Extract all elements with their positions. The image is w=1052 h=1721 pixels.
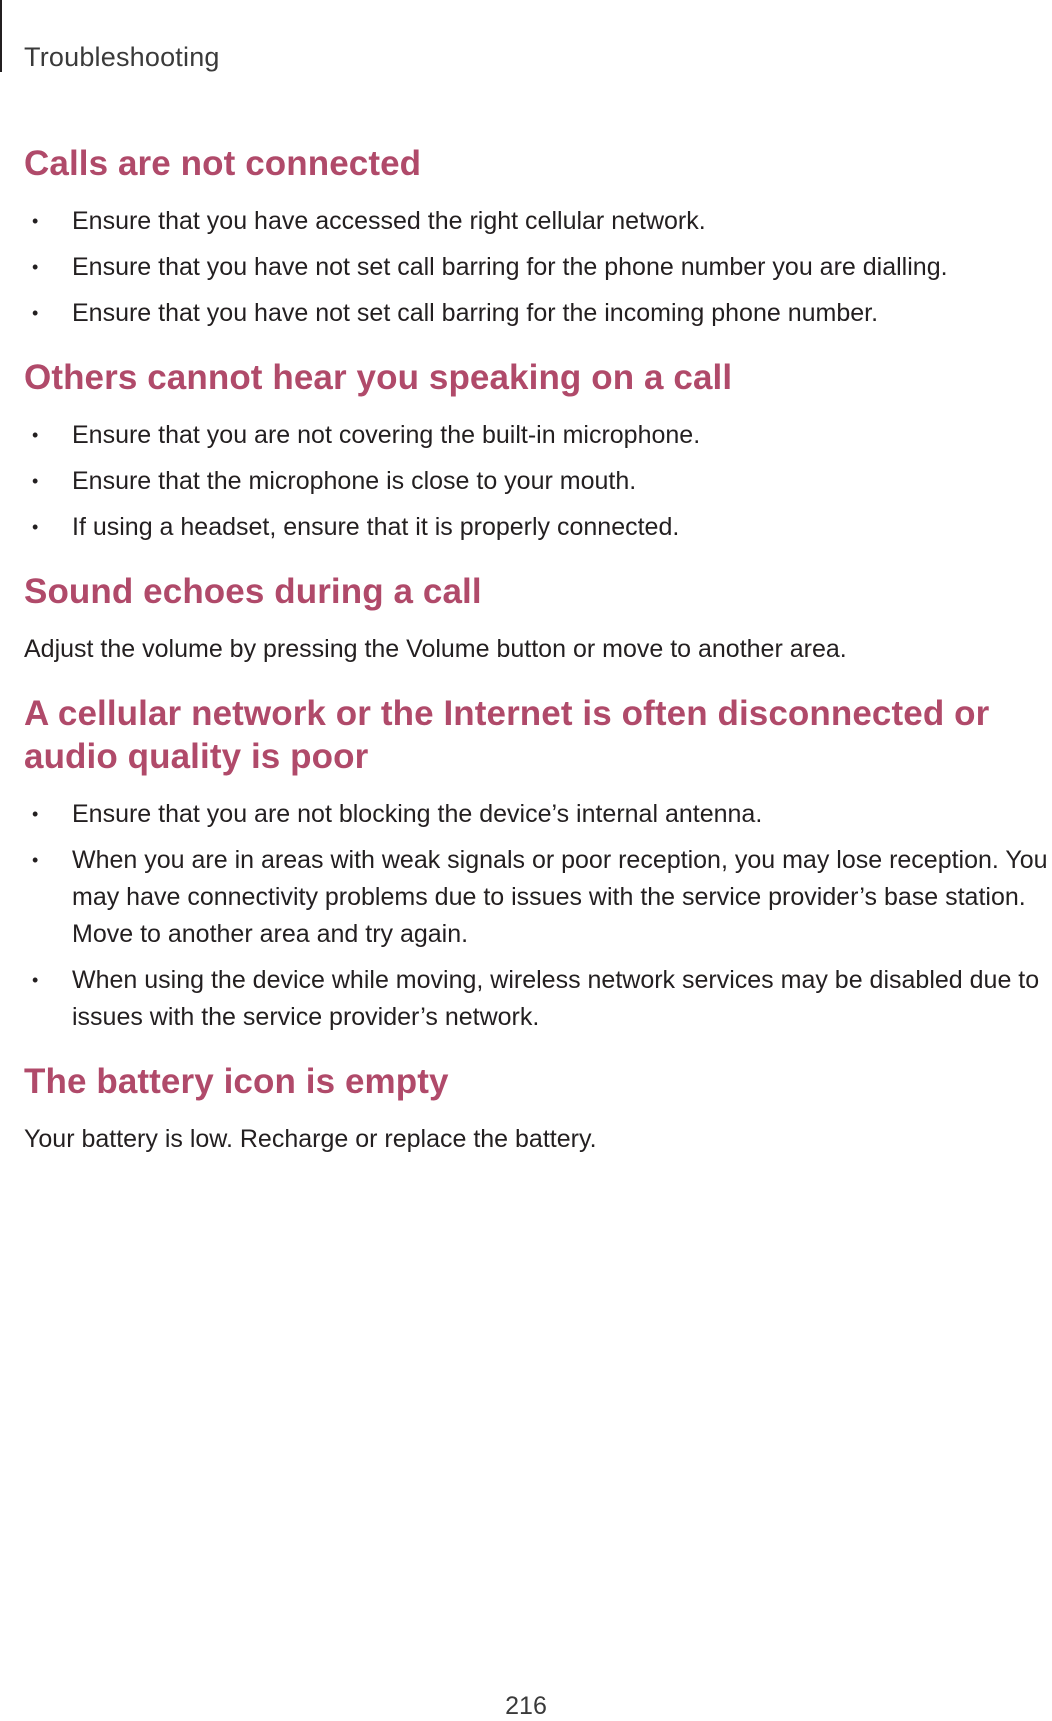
list-item	[24, 962, 1052, 1036]
bullet-icon: •	[32, 850, 39, 870]
section-title: Calls are not connected	[24, 144, 422, 183]
list-item-text: If using a headset, ensure that it is properly connected.	[72, 513, 680, 541]
bullet-icon: •	[32, 970, 39, 990]
bullet-icon: •	[32, 425, 39, 445]
list-item	[24, 249, 1052, 286]
list-item-text: When you are in areas with weak signals or poor reception, you may lose reception. You may have connectivity problems due to issues with the service provider’s base station. Move to another area and try again.	[72, 846, 1048, 948]
bullet-list	[24, 417, 1052, 546]
section-others-cannot-hear	[24, 356, 1052, 546]
bullet-list	[24, 203, 1052, 332]
list-item	[24, 203, 1052, 240]
section-title: Sound echoes during a call	[24, 572, 482, 611]
bullet-icon: •	[32, 257, 39, 277]
document-body	[24, 142, 1052, 1182]
list-item	[24, 796, 1052, 833]
list-item-text: Ensure that you have not set call barring for the incoming phone number.	[72, 299, 879, 327]
running-header: Troubleshooting	[24, 42, 220, 72]
list-item-text: Ensure that you have not set call barring for the phone number you are dialling.	[72, 253, 948, 281]
section-calls-not-connected	[24, 142, 1052, 332]
bullet-icon: •	[32, 804, 39, 824]
section-paragraph: Adjust the volume by pressing the Volume button or move to another area.	[24, 635, 847, 663]
section-network-disconnected	[24, 692, 1052, 1036]
page-number: 216	[505, 1692, 547, 1720]
section-title: A cellular network or the Internet is often disconnected or audio quality is poor	[24, 694, 990, 776]
bullet-icon: •	[32, 303, 39, 323]
bullet-icon: •	[32, 517, 39, 537]
list-item-text: Ensure that you are not blocking the device’s internal antenna.	[72, 800, 763, 828]
list-item-text: When using the device while moving, wireless network services may be disabled due to issues with the service provider’s network.	[72, 966, 1040, 1031]
list-item	[24, 463, 1052, 500]
list-item	[24, 295, 1052, 332]
section-sound-echoes	[24, 570, 1052, 668]
section-title: Others cannot hear you speaking on a call	[24, 358, 733, 397]
list-item-text: Ensure that the microphone is close to your mouth.	[72, 467, 637, 495]
list-item-text: Ensure that you are not covering the built-in microphone.	[72, 421, 701, 449]
bullet-icon: •	[32, 211, 39, 231]
list-item-text: Ensure that you have accessed the right cellular network.	[72, 207, 706, 235]
list-item	[24, 842, 1052, 953]
bullet-list	[24, 796, 1052, 1036]
page-edge-rule	[0, 0, 2, 72]
bullet-icon: •	[32, 471, 39, 491]
list-item	[24, 417, 1052, 454]
section-paragraph: Your battery is low. Recharge or replace the battery.	[24, 1125, 597, 1153]
list-item	[24, 509, 1052, 546]
section-battery-empty	[24, 1060, 1052, 1158]
section-title: The battery icon is empty	[24, 1062, 449, 1101]
